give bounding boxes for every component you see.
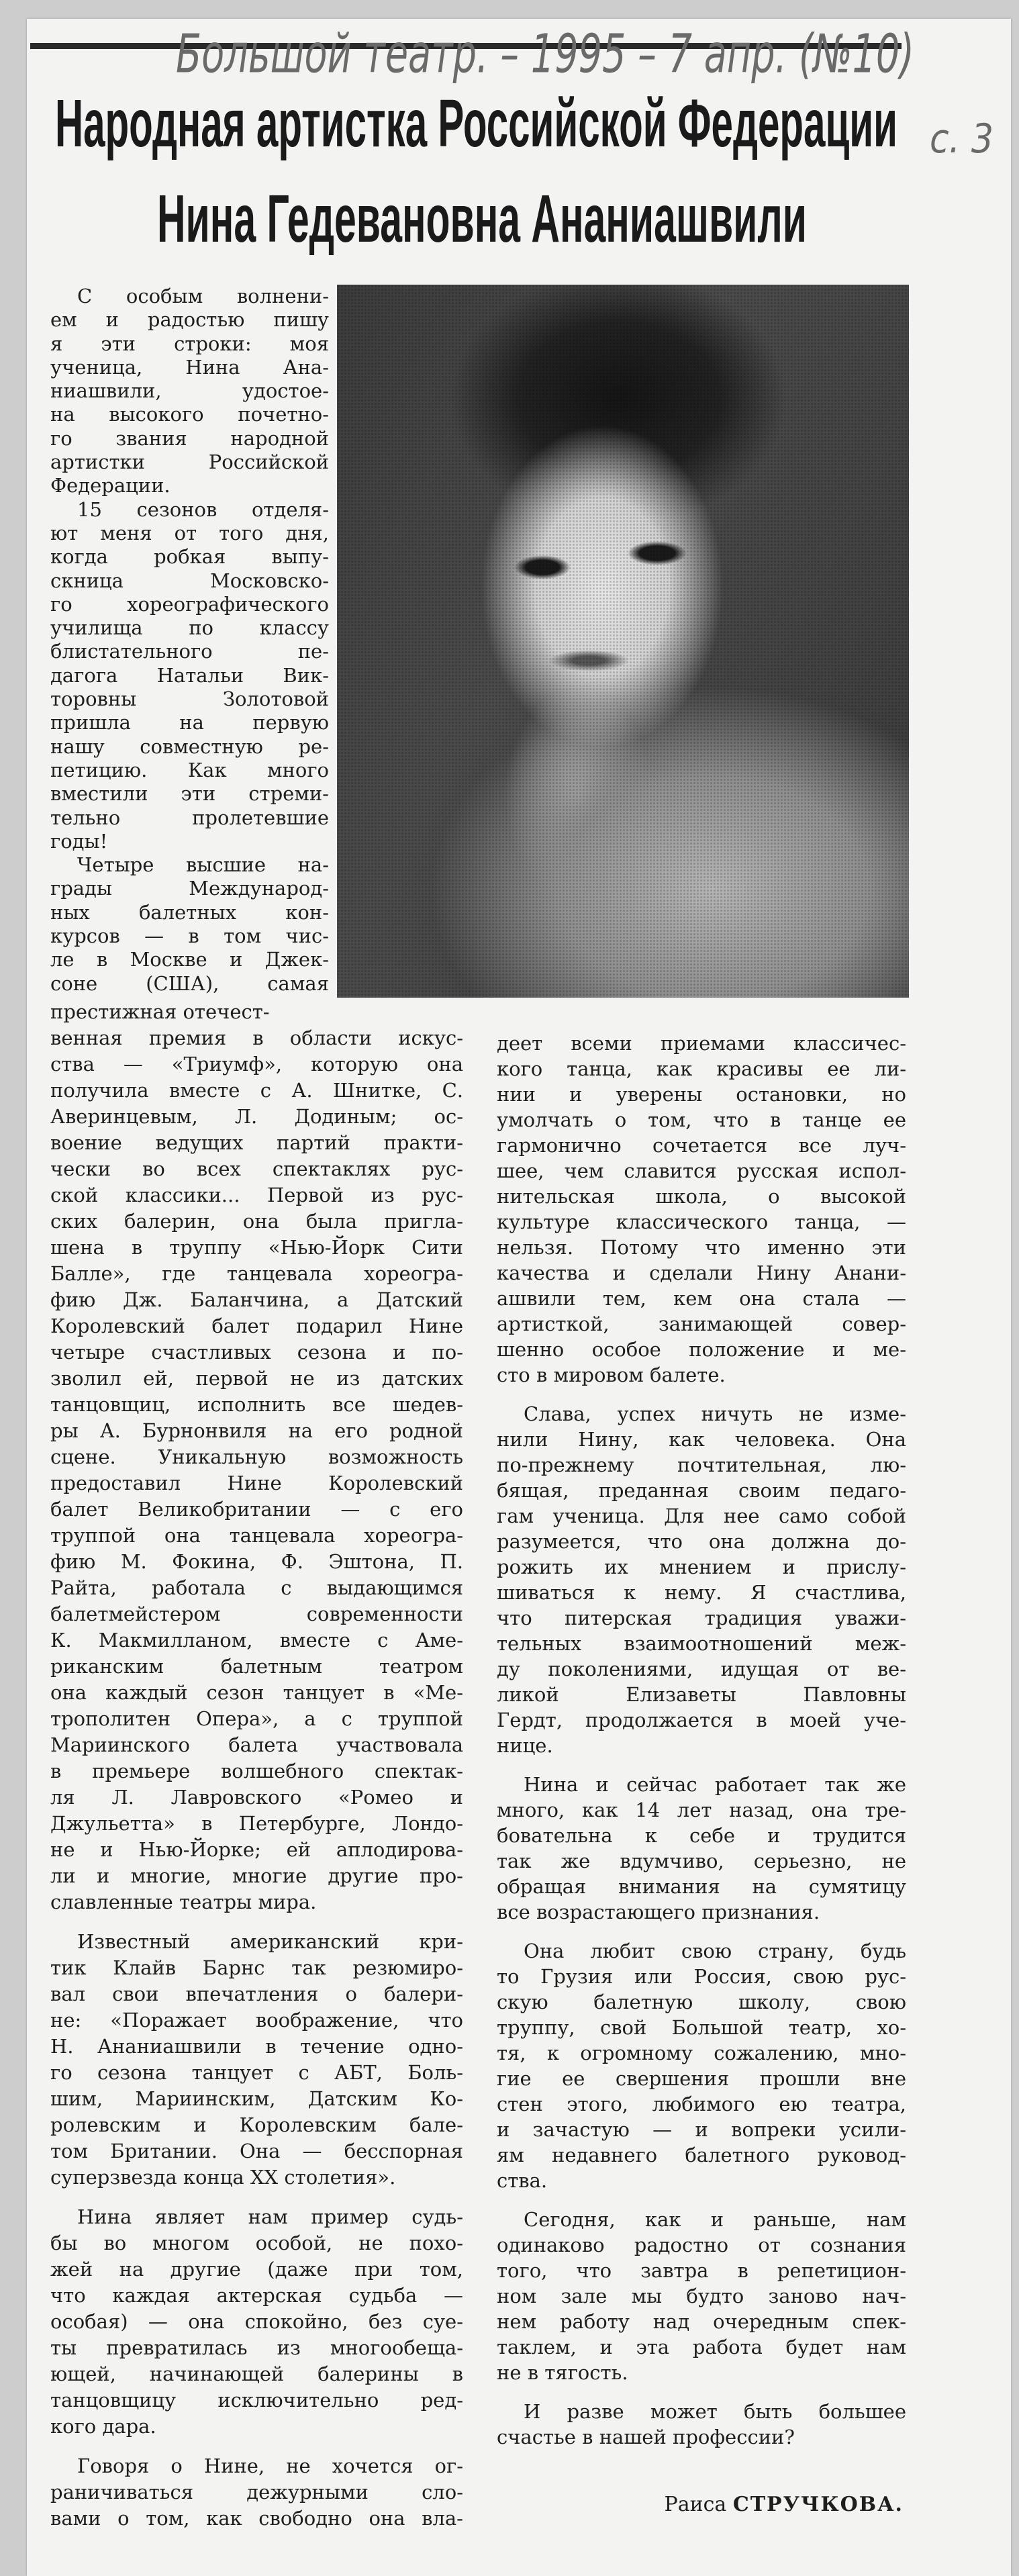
text-line: разумеется, что она должна до- xyxy=(497,1530,906,1553)
text-line: стен этого, любимого ею театра, xyxy=(497,2093,906,2115)
text-line: ля Л. Лавровского «Ромео и xyxy=(50,1786,463,1809)
text-line: гие ее свершения прошли вне xyxy=(497,2067,906,2090)
text-line: го звания народной xyxy=(50,426,329,450)
article-column-narrow xyxy=(50,285,329,996)
text-line: не: «Поражает воображение, что xyxy=(50,2009,463,2032)
text-line: скница Московско- xyxy=(50,569,329,592)
text-line: ду поколениями, идущая от ве- xyxy=(497,1658,906,1680)
paragraph xyxy=(50,2204,463,2440)
text-line: гам ученица. Для нее само собой xyxy=(497,1505,906,1527)
text-line: скую балетную школу, свою xyxy=(497,1991,906,2013)
text-line: вал свои впечатления о балери- xyxy=(50,1983,463,2005)
text-line: петицию. Как много xyxy=(50,758,329,781)
text-line: особая) — она спокойно, без суе- xyxy=(50,2310,463,2333)
article-column-right xyxy=(497,1031,906,2450)
text-line: нашу совместную ре- xyxy=(50,734,329,758)
author-first-name: Раиса xyxy=(664,2493,727,2516)
text-line: нительская школа, о высокой xyxy=(497,1185,906,1208)
text-line: шее, чем славится русская испол- xyxy=(497,1159,906,1182)
text-line: когда робкая выпу- xyxy=(50,545,329,569)
text-line: так же вдумчиво, серьезно, не xyxy=(497,1850,906,1872)
text-line: Н. Ананиашвили в течение одно- xyxy=(50,2035,463,2058)
text-line: труппу, свой Большой театр, хо- xyxy=(497,2016,906,2039)
text-line: фию Дж. Баланчина, а Датский xyxy=(50,1288,463,1311)
text-line: нили Нину, как человека. Она xyxy=(497,1428,906,1451)
text-line: ниашвили, удостое- xyxy=(50,379,329,403)
text-line: нице. xyxy=(497,1734,553,1757)
text-line: шена в труппу «Нью-Йорк Сити xyxy=(50,1236,463,1259)
text-line: ты превратилась из многообеща- xyxy=(50,2336,463,2359)
text-line: престижная отечест- xyxy=(50,1000,270,1023)
text-line: дагога Натальи Вик- xyxy=(50,663,329,687)
text-line: суперзвезда конца XX столетия». xyxy=(50,2166,396,2189)
text-line: вами о том, как свободно она вла- xyxy=(50,2507,463,2530)
text-line: я эти строки: моя xyxy=(50,332,329,355)
text-line: обращая внимания на сумятицу xyxy=(497,1875,906,1898)
text-line: ских балерин, она была пригла- xyxy=(50,1210,463,1233)
text-line: чески во всех спектаклях рус- xyxy=(50,1157,463,1180)
text-line: ле в Москве и Джек- xyxy=(50,948,329,971)
text-line: четыре счастливых сезона и по- xyxy=(50,1341,463,1364)
text-line: блистательного пе- xyxy=(50,640,329,663)
text-line: бящая, преданная своим педаго- xyxy=(497,1479,906,1502)
text-line: славленные театры мира. xyxy=(50,1891,317,1913)
author-signature xyxy=(665,2492,904,2518)
headline-name-text: Нина Гедевановна Ананиашвили xyxy=(157,181,807,256)
text-line: Балле», где танцевала хореогра- xyxy=(50,1262,463,1285)
text-line: шенно особое положение и ме- xyxy=(497,1338,906,1361)
text-line: Известный американский кри- xyxy=(77,1930,463,1953)
text-line: тельно пролетевшие xyxy=(50,806,329,829)
text-line: Говоря о Нине, не хочется ог- xyxy=(77,2454,463,2477)
text-line: годы! xyxy=(50,829,108,853)
text-line: тя, к огромному сожалению, мно- xyxy=(497,2042,906,2064)
paragraph xyxy=(497,1772,906,1925)
text-line: и зачастую — и вопреки усили- xyxy=(497,2118,906,2141)
handwritten-source-note xyxy=(176,22,1019,85)
text-line: Она любит свою страну, будь xyxy=(524,1940,906,1962)
text-line: Нина и сейчас работает так же xyxy=(524,1773,906,1796)
handwritten-page-text: с. 3 xyxy=(930,115,993,162)
headline-kicker-text: Народная артистка Российской Федерации xyxy=(55,86,897,161)
text-line: нем работу над очередным спек- xyxy=(497,2310,906,2333)
text-line: артистки Российской xyxy=(50,450,329,474)
paragraph xyxy=(50,1025,463,1915)
text-line: ям недавнего балетного руковод- xyxy=(497,2144,906,2166)
text-line: бы во многом особой, не похо- xyxy=(50,2232,463,2254)
text-line: ства — «Триумф», которую она xyxy=(50,1053,463,1076)
text-line: жей на другие (даже при том, xyxy=(50,2258,463,2281)
text-line: кого танца, как красивы ее ли- xyxy=(497,1057,906,1080)
text-line: что каждая актерская судьба — xyxy=(50,2284,463,2307)
paragraph xyxy=(50,999,463,1025)
text-line: вместили эти стреми- xyxy=(50,782,329,806)
text-line: Аверинцевым, Л. Додиным; ос- xyxy=(50,1105,463,1128)
text-line: ных балетных кон- xyxy=(50,900,329,924)
text-line: тик Клайв Барнс так резюмиро- xyxy=(50,1956,463,1979)
paragraph xyxy=(497,1031,906,1388)
text-line: ролевским и Королевским бале- xyxy=(50,2113,463,2136)
text-line: С особым волнени- xyxy=(77,285,329,307)
text-line: все возрастающего признания. xyxy=(497,1901,820,1923)
text-line: пришла на первую xyxy=(50,711,329,734)
text-line: кого дара. xyxy=(50,2415,156,2438)
paragraph xyxy=(497,1938,906,2193)
text-line: артисткой, занимающей совер- xyxy=(497,1313,906,1335)
text-line: нии и уверены остановки, но xyxy=(497,1083,906,1106)
text-line: ства. xyxy=(497,2169,548,2192)
text-line: качества и сделали Нину Анани- xyxy=(497,1261,906,1284)
text-line: венная премия в области искус- xyxy=(50,1027,463,1049)
text-line: воение ведущих партий практи- xyxy=(50,1131,463,1154)
text-line: Слава, успех ничуть не изме- xyxy=(524,1402,906,1425)
text-line: гармонично сочетается все луч- xyxy=(497,1134,906,1157)
text-line: раничиваться дежурными сло- xyxy=(50,2481,463,2503)
text-line: труппой она танцевала хореогра- xyxy=(50,1524,463,1547)
text-line: Четыре высшие на- xyxy=(77,853,329,877)
text-line: предоставил Нине Королевский xyxy=(50,1472,463,1494)
text-line: тельных взаимоотношений меж- xyxy=(497,1632,906,1655)
text-line: грады Международ- xyxy=(50,877,329,900)
text-line: ющей, начинающей балерины в xyxy=(50,2363,463,2385)
text-line: 15 сезонов отделя- xyxy=(77,497,329,521)
text-line: зволил ей, первой не из датских xyxy=(50,1367,463,1390)
text-line: счастье в нашей профессии? xyxy=(497,2426,795,2448)
text-line: Сегодня, как и раньше, нам xyxy=(524,2208,906,2231)
text-line: сцене. Уникальную возможность xyxy=(50,1445,463,1468)
text-line: Джульетта» в Петербурге, Лондо- xyxy=(50,1812,463,1835)
handwritten-source-text: Большой театр. – 1995 – 7 апр. (№10) xyxy=(176,22,914,85)
paragraph xyxy=(497,2399,906,2450)
text-line: ской классики... Первой из рус- xyxy=(50,1184,463,1206)
paragraph xyxy=(50,2453,463,2532)
text-line: Королевский балет подарил Нине xyxy=(50,1315,463,1337)
text-line: того, что завтра в репетицион- xyxy=(497,2259,906,2282)
paragraph xyxy=(497,2207,906,2385)
text-line: Мариинского балета участвовала xyxy=(50,1733,463,1756)
text-line: го сезона танцует с АБТ, Боль- xyxy=(50,2061,463,2084)
text-line: К. Макмилланом, вместе с Аме- xyxy=(50,1629,463,1652)
text-line: не в тягость. xyxy=(497,2361,628,2384)
text-line: Федерации. xyxy=(50,474,171,497)
author-surname: СТРУЧКОВА. xyxy=(732,2493,904,2516)
text-line: училища по классу xyxy=(50,616,329,640)
text-line: бовательна к себе и трудится xyxy=(497,1824,906,1847)
text-line: что питерская традиция уважи- xyxy=(497,1607,906,1629)
text-line: получила вместе с А. Шнитке, С. xyxy=(50,1079,463,1102)
text-line: трополитен Опера», а с труппой xyxy=(50,1707,463,1730)
text-line: деет всеми приемами классичес- xyxy=(497,1032,906,1055)
text-line: ли и многие, многие другие про- xyxy=(50,1864,463,1887)
text-line: фию М. Фокина, Ф. Эштона, П. xyxy=(50,1550,463,1573)
text-line: ем и радостью пишу xyxy=(50,308,329,332)
portrait-photo xyxy=(337,285,909,998)
article-column-left xyxy=(50,999,463,2532)
text-line: она каждый сезон танцует в «Ме- xyxy=(50,1681,463,1704)
text-line: не и Нью-Йорке; ей аплодирова- xyxy=(50,1838,463,1861)
text-line: умолчать о том, что в танце ее xyxy=(497,1108,906,1131)
text-line: в премьере волшебного спектак- xyxy=(50,1760,463,1782)
text-line: одинаково радостно от сознания xyxy=(497,2234,906,2256)
paragraph xyxy=(50,1929,463,2191)
paragraph xyxy=(50,498,329,853)
text-line: И разве может быть большее xyxy=(524,2400,906,2423)
text-line: то Грузия или Россия, свою рус- xyxy=(497,1965,906,1988)
text-line: танцовщицу исключительно ред- xyxy=(50,2389,463,2412)
text-line: нельзя. Потому что именно эти xyxy=(497,1236,906,1259)
paragraph xyxy=(497,1401,906,1758)
text-line: на высокого почетно- xyxy=(50,403,329,426)
text-line: сто в мировом балете. xyxy=(497,1364,726,1386)
text-line: ном зале мы будто заново нач- xyxy=(497,2285,906,2307)
text-line: таклем, и эта работа будет нам xyxy=(497,2336,906,2358)
text-line: культуре классического танца, — xyxy=(497,1210,906,1233)
paragraph xyxy=(50,285,329,498)
text-line: танцовщиц, исполнить все шедев- xyxy=(50,1393,463,1416)
text-line: шим, Мариинским, Датским Ко- xyxy=(50,2087,463,2110)
text-line: ашвили тем, кем она стала — xyxy=(497,1287,906,1310)
text-line: рожить их мнением и прислу- xyxy=(497,1556,906,1578)
text-line: ликой Елизаветы Павловны xyxy=(497,1683,906,1706)
text-line: риканским балетным театром xyxy=(50,1655,463,1678)
text-line: том Британии. Она — бесспорная xyxy=(50,2140,463,2162)
text-line: торовны Золотовой xyxy=(50,687,329,711)
text-line: ры А. Бурнонвиля на его родной xyxy=(50,1419,463,1442)
text-line: ученица, Нина Ана- xyxy=(50,355,329,379)
text-line: Райта, работала с выдающимся xyxy=(50,1576,463,1599)
text-line: ют меня от того дня, xyxy=(50,521,329,544)
text-line: по-прежнему почтительная, лю- xyxy=(497,1453,906,1476)
text-line: много, как 14 лет назад, она тре- xyxy=(497,1799,906,1821)
text-line: го хореографического xyxy=(50,592,329,616)
text-line: шиваться к нему. Я счастлива, xyxy=(497,1581,906,1604)
text-line: балет Великобритании — с его xyxy=(50,1498,463,1521)
text-line: Гердт, продолжается в моей уче- xyxy=(497,1709,906,1731)
text-line: Нина являет нам пример судь- xyxy=(77,2205,463,2228)
text-line: курсов — в том чис- xyxy=(50,924,329,948)
headline-kicker xyxy=(55,86,1019,161)
text-line: соне (США), самая xyxy=(50,971,329,995)
paragraph xyxy=(50,853,329,996)
headline-name xyxy=(157,181,1019,256)
text-line: балетмейстером современности xyxy=(50,1603,463,1625)
